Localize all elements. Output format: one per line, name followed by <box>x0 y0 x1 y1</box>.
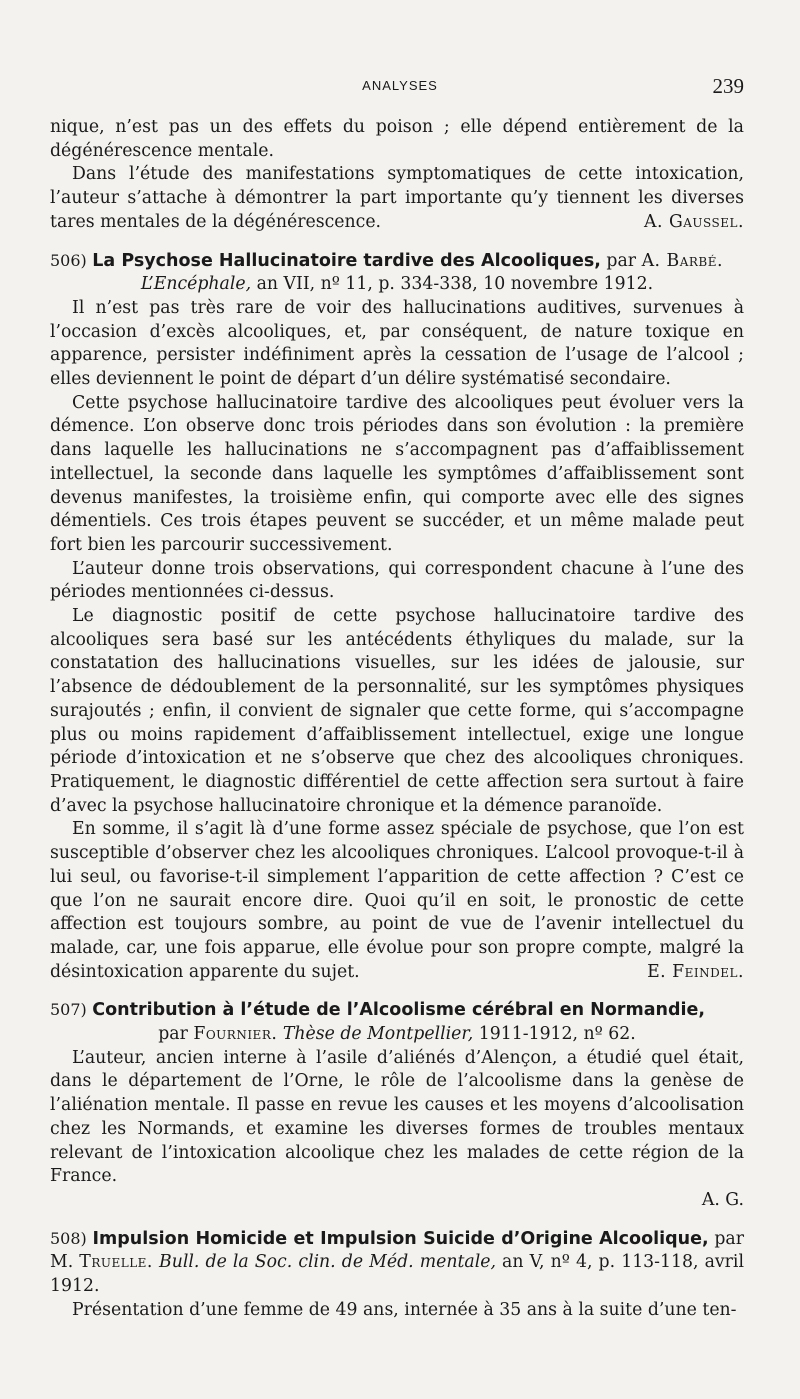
page-number: 239 <box>712 74 744 98</box>
entry-by: par <box>158 1024 188 1045</box>
entry-heading <box>50 249 744 274</box>
entry-paragraph: Présentation d’une femme de 49 ans, internée à 35 ans à la suite d’une ten- <box>72 1299 737 1320</box>
entry-paragraph: Il n’est pas très rare de voir des hallucinations auditives, survenues à l’occasion d’excès alcooliques, et, par conséquent, de nature toxique en apparence, persister indéfiniment après la cessation de l’usage de l’alcool ; elles deviennent le point de départ d’un délire systématisé secondaire. <box>50 297 744 390</box>
review-entry-506 <box>50 249 744 985</box>
entry-title: Impulsion Homicide et Impulsion Suicide d’Origine Alcoolique, <box>92 1228 709 1249</box>
entry-author: Truelle. <box>79 1252 153 1273</box>
entry-paragraph: Le diagnostic positif de cette psychose hallucinatoire tardive des alcooliques sera basé sur les antécédents éthyliques du malade, sur la constatation des hallucinations visuelles, sur les idées de jalousie, sur l’absence de dédoublement de la personnalité, sur les symptômes physiques surajoutés ; enfin, il convient de signaler que cette forme, qui s’accompagne plus ou moins rapidement d’affaiblissement intellectuel, exige une longue période d’intoxication et ne s’observe que chez des alcooliques chroniques. Pratiquement, le diagnostic différentiel de cette affection sera surtout à faire d’avec la psychose hallucinatoire chronique et la démence paranoïde. <box>50 606 744 816</box>
entry-citation <box>50 1023 744 1047</box>
entry-reference: 1911-1912, nº 62. <box>478 1024 636 1045</box>
reviewer-signature: A. Gaussel. <box>643 211 744 232</box>
entry-citation <box>50 273 744 297</box>
carryover-paragraph: nique, n’est pas un des effets du poison ; elle dépend entièrement de la dégénérescence mentale. <box>50 117 744 161</box>
entry-number: 506) <box>50 250 87 270</box>
entry-reference: an VII, nº 11, p. 334-338, 10 novembre 1912. <box>256 274 654 295</box>
entry-paragraph <box>50 818 744 984</box>
reviewer-signature: A. G. <box>701 1189 744 1210</box>
reviewer-signature: E. Feindel. <box>647 961 744 982</box>
review-entry-508 <box>50 1227 744 1323</box>
entry-number: 507) <box>50 1000 87 1020</box>
entry-paragraph: L’auteur, ancien interne à l’asile d’aliénés d’Alençon, a étudié quel était, dans le département de l’Orne, le rôle de l’alcoolisme dans la genèse de l’aliénation mentale. Il passe en revue les causes et les moyens d’alcoolisation chez les Normands, et examine les diverses formes de troubles mentaux relevant de l’intoxication alcoolique chez les malades de cette région de la France. <box>50 1047 744 1187</box>
entry-paragraph: Cette psychose hallucinatoire tardive des alcooliques peut évoluer vers la démence. L’on observe donc trois périodes dans son évolution : la première dans laquelle les hallucinations ne s’accompagnent pas d’affaiblissement intellectuel, la seconde dans laquelle les symptômes d’affaiblissement sont devenus manifestes, la troisième enfin, qui comporte avec elle des signes démentiels. Ces trois étapes peuvent se succéder, et un même malade peut fort bien les parcourir successivement. <box>50 392 744 555</box>
entry-reference: an V, nº 4, p. 113-118, avril 1912. <box>50 1252 744 1297</box>
entry-paragraph: L’auteur donne trois observations, qui correspondent chacune à l’une des périodes mentionnées ci-dessus. <box>50 558 744 603</box>
carryover-text: Dans l’étude des manifestations symptomatiques de cette intoxication, l’auteur s’attache à démontrer la part importante qu’y tiennent les diverses tares mentales de la dégénérescence. <box>50 164 744 232</box>
entry-by: par M. <box>50 1228 744 1273</box>
entry-author: Fournier. <box>193 1024 278 1045</box>
entry-paragraph-text: En somme, il s’agit là d’une forme assez spéciale de psychose, que l’on est susceptible d’observer chez les alcooliques chroniques. L’alcool provoque-t-il à lui seul, ou favorise-t-il simplement l’apparition de cette affection ? C’est ce que l’on ne saurait encore dire. Quoi qu’il en soit, le pronostic de cette affection est toujours sombre, au point de vue de l’avenir intellectuel du malade, car, une fois apparue, elle évolue pour son propre compte, malgré la désintoxication apparente du sujet. <box>50 819 744 982</box>
page-header <box>0 74 800 100</box>
entry-title: Contribution à l’étude de l’Alcoolisme cérébral en Normandie, <box>92 1000 706 1021</box>
entry-number: 508) <box>50 1228 87 1248</box>
running-title: ANALYSES <box>362 78 438 93</box>
entry-journal: Thèse de Montpellier, <box>282 1024 474 1045</box>
review-entry-507 <box>50 998 744 1212</box>
carryover-paragraph <box>50 163 744 234</box>
entry-heading <box>50 998 744 1023</box>
page-content <box>50 116 744 1322</box>
entry-journal: Bull. de la Soc. clin. de Méd. mentale, <box>159 1252 496 1273</box>
entry-author: A. Barbé. <box>641 250 724 271</box>
entry-by: par <box>606 250 637 271</box>
entry-title: La Psychose Hallucinatoire tardive des Alcooliques, <box>92 250 601 271</box>
entry-heading <box>50 1227 744 1299</box>
entry-journal: L’Encéphale, <box>140 274 252 295</box>
